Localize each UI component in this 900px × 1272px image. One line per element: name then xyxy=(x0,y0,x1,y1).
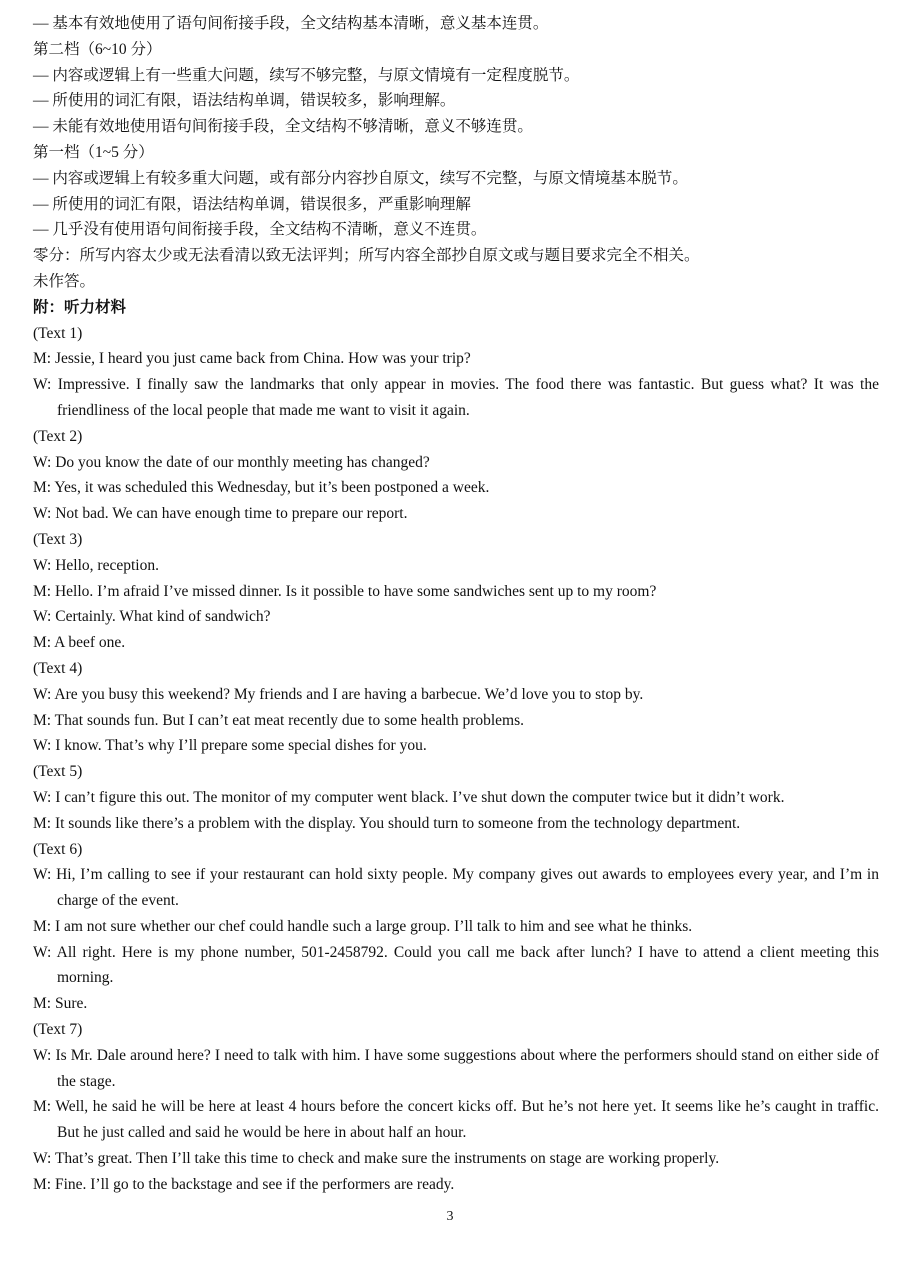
rubric-level2-item: — 所使用的词汇有限，语法结构单调，错误较多，影响理解。 xyxy=(33,92,456,110)
text-label: (Text 3) xyxy=(33,530,83,548)
rubric-level1-item: — 所使用的词汇有限，语法结构单调，错误很多，严重影响理解 xyxy=(33,195,471,213)
dialogue-line: M: Yes, it was scheduled this Wednesday, but it’s been postponed a week. xyxy=(33,479,490,497)
dialogue-line: W: I know. That’s why I’ll prepare some special dishes for you. xyxy=(33,737,427,755)
dialogue-line: W: Hello, reception. xyxy=(33,556,159,574)
rubric-level2-item: — 未能有效地使用语句间衔接手段，全文结构不够清晰，意义不够连贯。 xyxy=(33,118,533,136)
dialogue-line: M: That sounds fun. But I can’t eat meat recently due to some health problems. xyxy=(33,711,525,729)
page-content xyxy=(33,11,879,1198)
dialogue-line: M: Sure. xyxy=(33,995,88,1013)
rubric-level1-item: — 内容或逻辑上有较多重大问题，或有部分内容抄自原文，续写不完整，与原文情境基本脱节。 xyxy=(33,169,688,187)
dialogue-line: W: That’s great. Then I’ll take this time to check and make sure the instruments on stage are working properly. xyxy=(33,1150,720,1168)
text-label: (Text 4) xyxy=(33,659,83,677)
dialogue-line: M: Fine. I’ll go to the backstage and see if the performers are ready. xyxy=(33,1175,455,1193)
dialogue-line: M: I am not sure whether our chef could handle such a large group. I’ll talk to him and see what he thinks. xyxy=(33,917,693,935)
rubric-zero-score: 零分：所写内容太少或无法看清以致无法评判；所写内容全部抄自原文或与题目要求完全不相关。 xyxy=(33,247,700,265)
rubric-level1-item: — 几乎没有使用语句间衔接手段，全文结构不清晰，意义不连贯。 xyxy=(33,221,487,239)
rubric-level1-title: 第一档（1~5 分） xyxy=(33,143,154,161)
listening-text-7 xyxy=(33,1017,879,1198)
dialogue-line: M: Hello. I’m afraid I’ve missed dinner. Is it possible to have some sandwiches sent up to my room? xyxy=(33,582,657,600)
text-label: (Text 5) xyxy=(33,763,83,781)
text-label: (Text 6) xyxy=(33,840,83,858)
rubric-level2-item: — 内容或逻辑上有一些重大问题，续写不够完整，与原文情境有一定程度脱节。 xyxy=(33,66,580,84)
listening-text-5 xyxy=(33,759,879,836)
listening-text-2 xyxy=(33,424,879,527)
dialogue-line: M: A beef one. xyxy=(33,634,126,652)
appendix-title: 附：听力材料 xyxy=(33,298,127,316)
rubric-unanswered: 未作答。 xyxy=(33,272,96,290)
rubric-level2-title: 第二档（6~10 分） xyxy=(33,40,162,58)
dialogue-line: W: Hi, I’m calling to see if your restaurant can hold sixty people. My company gives out awards to employees every year, and I’m in charge of the event. xyxy=(33,866,879,910)
dialogue-line: W: Impressive. I finally saw the landmarks that only appear in movies. The food there was fantastic. But guess what? It was the friendliness of the local people that made me want to visit it again. xyxy=(33,376,879,419)
listening-text-6 xyxy=(33,837,879,1018)
dialogue-line: W: Do you know the date of our monthly meeting has changed? xyxy=(33,453,430,471)
dialogue-line: W: I can’t figure this out. The monitor of my computer went black. I’ve shut down the computer twice but it didn’t work. xyxy=(33,788,785,806)
listening-text-3 xyxy=(33,527,879,656)
dialogue-line: W: Are you busy this weekend? My friends and I are having a barbecue. We’d love you to stop by. xyxy=(33,685,644,703)
text-label: (Text 7) xyxy=(33,1021,83,1039)
rubric-level3-item: — 基本有效地使用了语句间衔接手段，全文结构基本清晰，意义基本连贯。 xyxy=(33,15,549,32)
dialogue-line: M: Jessie, I heard you just came back from China. How was your trip? xyxy=(33,350,471,368)
dialogue-line: M: Well, he said he will be here at least 4 hours before the concert kicks off. But he’s not here yet. It seems like he’s caught in traffic. But he just called and said he would be here in about half an hour. xyxy=(33,1098,879,1142)
page-number: 3 xyxy=(446,1209,454,1224)
dialogue-line: W: Is Mr. Dale around here? I need to talk with him. I have some suggestions about where the performers should stand on either side of the stage. xyxy=(33,1046,879,1090)
dialogue-line: W: Not bad. We can have enough time to prepare our report. xyxy=(33,505,408,523)
listening-text-1 xyxy=(33,321,879,424)
text-label: (Text 2) xyxy=(33,427,83,445)
text-label: (Text 1) xyxy=(33,324,83,342)
dialogue-line: M: It sounds like there’s a problem with the display. You should turn to someone from the technology department. xyxy=(33,814,741,832)
dialogue-line: W: Certainly. What kind of sandwich? xyxy=(33,608,271,626)
dialogue-line: W: All right. Here is my phone number, 501-2458792. Could you call me back after lunch? I have to attend a client meeting this morning. xyxy=(33,943,879,987)
listening-text-4 xyxy=(33,656,879,759)
